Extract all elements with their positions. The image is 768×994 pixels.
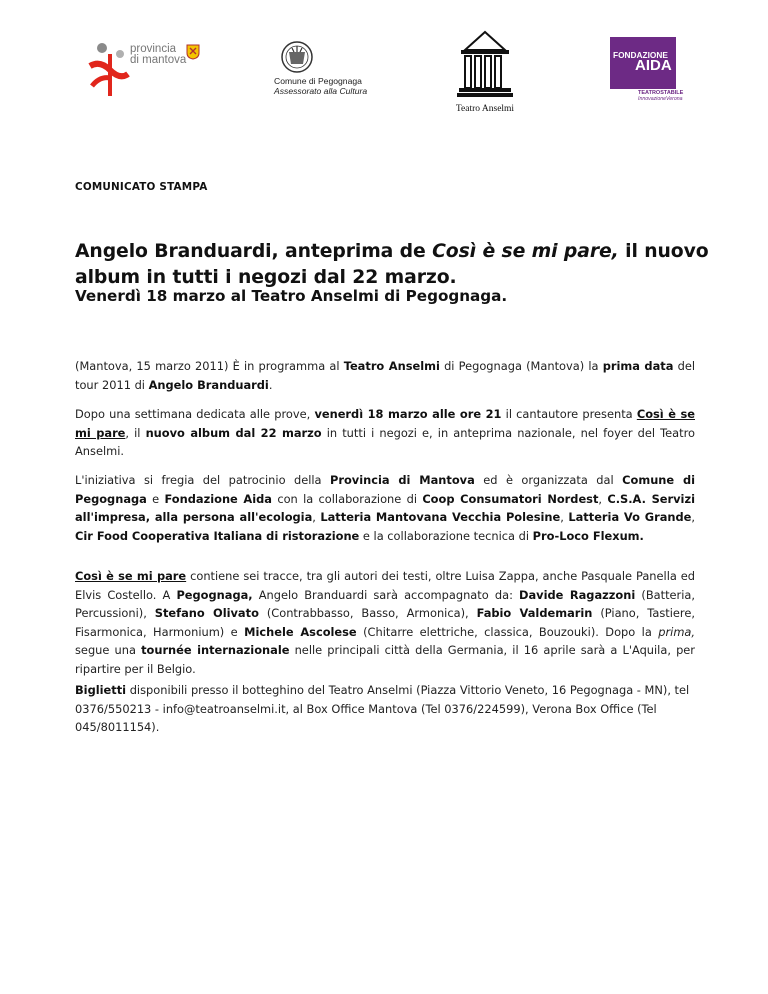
- provincia-label-2: di mantova: [130, 54, 187, 66]
- paragraph-sponsors: L'iniziativa si fregia del patrocinio della Provincia di Mantova ed è organizzata dal Comune di Pegognaga e Fondazione Aida con la collaborazione di Coop Consumatori Nordest, C.S.A. Servizi all'impresa, alla persona all'ecologia, Latteria Mantovana Vecchia Polesine, Latteria Vo Grande, Cir Food Cooperativa Italiana di ristorazione e la collaborazione tecnica di Pro-Loco Flexum.: [75, 473, 696, 543]
- title-part-2: il nuovo album in tutti i negozi dal 22 marzo.: [75, 241, 709, 288]
- fondazione-aida-logo: [610, 37, 684, 103]
- teatro-caption: Teatro Anselmi: [455, 104, 515, 114]
- paragraph-tickets: Biglietti disponibili presso il botteghino del Teatro Anselmi (Piazza Vittorio Veneto, 16 Pegognaga - MN), tel 0376/550213 - info@teatroanselmi.it, al Box Office Mantova (Tel 0376/224599), Verona Box Office (Tel 045/8011154).: [75, 683, 690, 734]
- provincia-emblem-icon: [86, 40, 130, 100]
- provincia-crest-icon: [186, 44, 200, 60]
- title-part-1: Angelo Branduardi, anteprima de: [75, 241, 433, 262]
- press-release-label: COMUNICATO STAMPA: [75, 181, 208, 193]
- aida-innovazione-text: InnovazioneVerona: [638, 96, 683, 102]
- paragraph-album: Così è se mi pare contiene sei tracce, tra gli autori dei testi, oltre Luisa Zappa, anche Pasquale Panella ed Elvis Costello. A Pegognaga, Angelo Branduardi sarà accompagnato da: Davide Ragazzoni (Batteria, Percussioni), Stefano Olivato (Contrabbasso, Basso, Armonica), Fabio Valdemarin (Piano, Tastiere, Fisarmonica, Harmonium) e Michele Ascolese (Chitarre elettriche, classica, Bouzouki). Dopo la prima, segue una tournée internazionale nelle principali città della Germania, il 16 aprile sarà a L'Aquila, per ripartire per il Belgio.: [75, 569, 696, 676]
- page-subtitle: Venerdì 18 marzo al Teatro Anselmi di Pegognaga.: [75, 287, 508, 305]
- page-title: [75, 239, 715, 291]
- teatro-columns-icon: [455, 28, 515, 98]
- title-album-name: Così è se mi pare,: [432, 241, 619, 262]
- aida-teatrostabile-text: TEATROSTABILE: [638, 90, 684, 96]
- comune-name: Comune di Pegognaga: [274, 76, 362, 86]
- teatro-anselmi-logo: [445, 28, 525, 118]
- comune-di-pegognaga-logo: [268, 40, 378, 102]
- aida-name-text: AIDA: [635, 57, 672, 74]
- comune-assessorato: Assessorato alla Cultura: [274, 86, 368, 96]
- paragraph-presentation: Dopo una settimana dedicata alle prove, venerdì 18 marzo alle ore 21 il cantautore presenta Così è se mi pare, il nuovo album dal 22 marzo in tutti i negozi e, in anteprima nazionale, nel foyer del Teatro Anselmi.: [75, 407, 696, 458]
- provincia-label: provincia: [130, 43, 177, 55]
- aida-fondazione-text: FONDAZIONE: [613, 50, 668, 60]
- provincia-di-mantova-logo: [86, 40, 206, 100]
- comune-crest-icon: [280, 40, 314, 74]
- paragraph-intro: (Mantova, 15 marzo 2011) È in programma al Teatro Anselmi di Pegognaga (Mantova) la prima data del tour 2011 di Angelo Branduardi.: [75, 359, 695, 392]
